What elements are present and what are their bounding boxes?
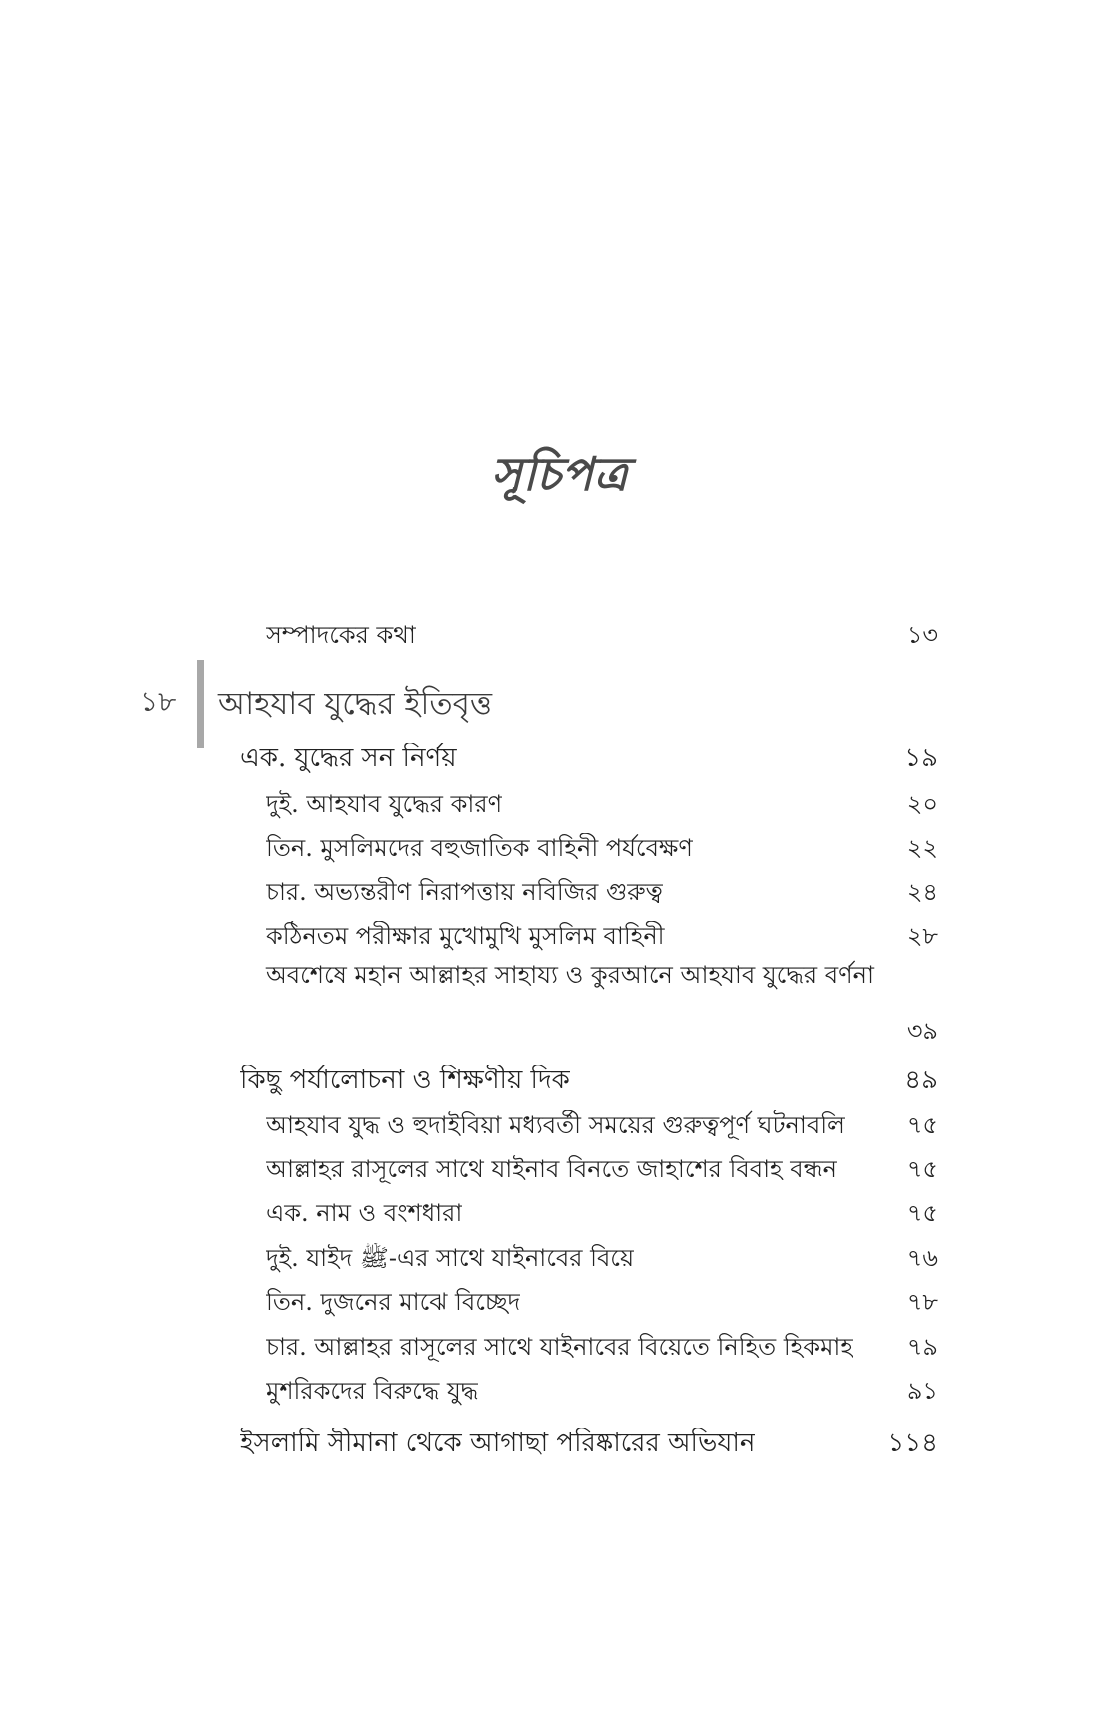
toc-entry — [266, 620, 938, 650]
toc-entry — [266, 1332, 938, 1362]
toc-entry — [266, 1110, 938, 1140]
toc-entry-page: ১১৪ — [887, 1428, 938, 1458]
toc-entry — [266, 1376, 938, 1406]
toc-entry-title: এক. যুদ্ধের সন নির্ণয় — [240, 743, 457, 773]
toc-entry-page: ১৩ — [906, 621, 938, 649]
chapter-heading — [140, 660, 960, 748]
toc-entry-page: ২৪ — [906, 878, 938, 906]
toc-entry-page: ৭৬ — [906, 1244, 938, 1272]
toc-entry-title: ইসলামি সীমানা থেকে আগাছা পরিষ্কারের অভিযান — [240, 1428, 756, 1458]
toc-entry-page: ৭৮ — [906, 1288, 938, 1316]
toc-entry-page: ৪৯ — [904, 1065, 938, 1095]
toc-entry-page: ৭৫ — [906, 1111, 938, 1139]
chapter-divider-bar — [197, 660, 204, 748]
toc-entry — [240, 743, 938, 773]
toc-entry-title: আহযাব যুদ্ধ ও হুদাইবিয়া মধ্যবর্তী সময়ের গুরুত্বপূর্ণ ঘটনাবলি — [266, 1111, 845, 1139]
toc-entry-title: চার. অভ্যন্তরীণ নিরাপত্তায় নবিজির গুরুত্ব — [266, 878, 663, 906]
toc-entry — [266, 1154, 938, 1184]
toc-entry — [266, 833, 938, 863]
toc-entry-title: তিন. দুজনের মাঝে বিচ্ছেদ — [266, 1288, 521, 1316]
toc-entry-page: ২৮ — [906, 922, 938, 950]
toc-entry-page: ৭৫ — [906, 1199, 938, 1227]
toc-entry-page: ৭৯ — [906, 1333, 938, 1361]
toc-entry-page: ৭৫ — [906, 1155, 938, 1183]
toc-entry-title: মুশরিকদের বিরুদ্ধে যুদ্ধ — [266, 1377, 479, 1405]
toc-entry-page: ৯১ — [906, 1377, 938, 1405]
toc-entry-title: কিছু পর্যালোচনা ও শিক্ষণীয় দিক — [240, 1065, 570, 1095]
chapter-title: আহযাব যুদ্ধের ইতিবৃত্ত — [218, 686, 493, 722]
toc-entry-title: সম্পাদকের কথা — [266, 621, 416, 649]
toc-entry — [266, 877, 938, 907]
page-title: সূচিপত্র — [491, 447, 629, 501]
toc-entry-page: ১৯ — [904, 743, 938, 773]
toc-entry-title: এক. নাম ও বংশধারা — [266, 1199, 463, 1227]
toc-entry — [266, 921, 938, 951]
toc-entry-title: দুই. যাইদ ﷺ-এর সাথে যাইনাবের বিয়ে — [266, 1244, 635, 1272]
toc-entry-page: ২০ — [906, 790, 938, 818]
toc-entry — [240, 1428, 938, 1458]
toc-entry-title: অবশেষে মহান আল্লাহর সাহায্য ও কুরআনে আহযাব যুদ্ধের বর্ণনা — [266, 961, 874, 989]
toc-entry — [266, 1287, 938, 1317]
toc-entry — [266, 1198, 938, 1228]
toc-entry-title: দুই. আহযাব যুদ্ধের কারণ — [266, 790, 503, 818]
toc-entry-title: আল্লাহর রাসূলের সাথে যাইনাব বিনতে জাহাশের বিবাহ বন্ধন — [266, 1155, 837, 1183]
toc-entry — [266, 789, 938, 819]
toc-entry-page: ২২ — [906, 834, 938, 862]
toc-entry-title: চার. আল্লাহর রাসূলের সাথে যাইনাবের বিয়েতে নিহিত হিকমাহ — [266, 1333, 853, 1361]
chapter-number: ১৮ — [140, 685, 177, 718]
toc-entry-title: তিন. মুসলিমদের বহুজাতিক বাহিনী পর্যবেক্ষণ — [266, 834, 693, 862]
toc-entry — [266, 960, 938, 1046]
toc-entry-page: ৩৯ — [906, 1017, 938, 1045]
toc-entry — [240, 1065, 938, 1095]
toc-entry — [266, 1243, 938, 1273]
toc-entry-title: কঠিনতম পরীক্ষার মুখোমুখি মুসলিম বাহিনী — [266, 922, 665, 950]
